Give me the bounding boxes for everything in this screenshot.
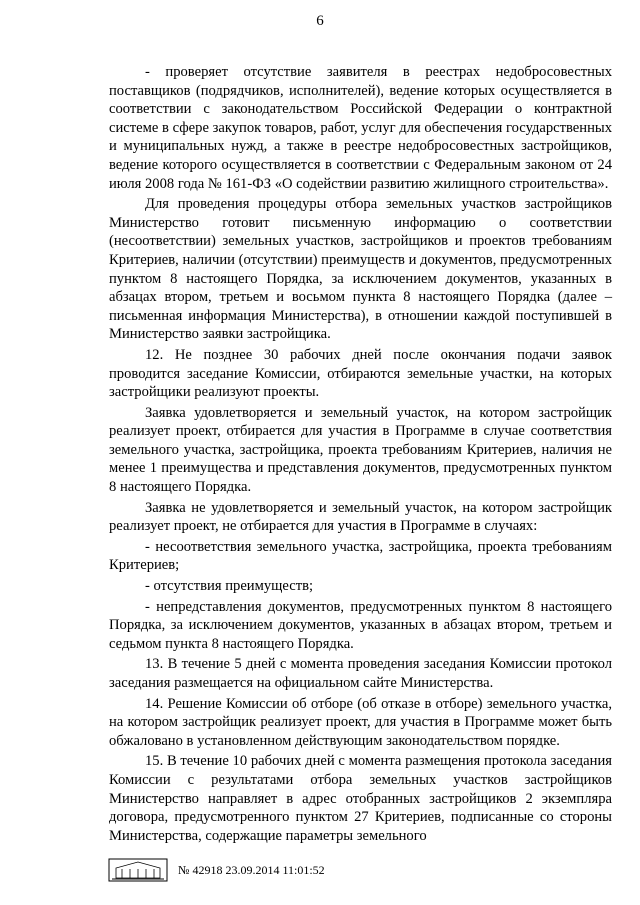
page-number: 6 bbox=[316, 13, 324, 29]
list-item: - несоответствия земельного участка, застройщика, проекта требованиям Критериев; bbox=[109, 538, 612, 574]
list-item: - отсутствия преимуществ; bbox=[145, 578, 314, 595]
document-body bbox=[109, 63, 612, 847]
paragraph: 13. В течение 5 дней с момента проведения заседания Комиссии протокол заседания размещается на официальном сайте Министерства. bbox=[109, 656, 612, 691]
government-building-seal-icon bbox=[108, 858, 168, 882]
paragraph: Заявка удовлетворяется и земельный участок, на котором застройщик реализует проект, отбирается для участия в Программе в случае соответствия земельного участка, застройщика, проекта требованиям Критериев, наличия не менее 1 преимущества и представления документов, предусмотренных пунктом 8 настоящего Порядка. bbox=[109, 404, 612, 496]
paragraph: - проверяет отсутствие заявителя в реестрах недобросовестных поставщиков (подрядчиков, исполнителей), ведение которых осуществляется в соответствии с законодательством Российской Федерации о контрактной системе в сфере закупок товаров, работ, услуг для обеспечения государственных и муниципальных нужд, а также в реестре недобросовестных застройщиков, ведение которого осуществляется в соответствии с Федеральным законом от 24 июля 2008 года № 161-ФЗ «О содействии развитию жилищного строительства». bbox=[109, 64, 612, 192]
list-item: - непредставления документов, предусмотренных пунктом 8 настоящего Порядка, за исключением документов, указанных в абзацах втором, третьем и седьмом пункта 8 настоящего Порядка. bbox=[109, 598, 612, 652]
paragraph: 12. Не позднее 30 рабочих дней после окончания подачи заявок проводится заседание Комиссии, отбираются земельные участки, на которых застройщики реализуют проекты. bbox=[109, 346, 612, 401]
registration-stamp: № 42918 23.09.2014 11:01:52 bbox=[178, 862, 325, 877]
paragraph: 14. Решение Комиссии об отборе (об отказе в отборе) земельного участка, на котором застройщик реализует проект, для участия в Программе может быть обжаловано в установленном действующим законодательством порядке. bbox=[109, 695, 612, 749]
registration-footer bbox=[108, 858, 528, 882]
paragraph: Заявка не удовлетворяется и земельный участок, на котором застройщик реализует проект, не отбирается для участия в Программе в случаях: bbox=[109, 499, 612, 535]
paragraph: Для проведения процедуры отбора земельных участков застройщиков Министерство готовит письменную информацию о соответствии (несоответствии) земельных участков, застройщиков и проектов требованиям Критериев, наличии (отсутствии) преимуществ и документов, предусмотренных пунктом 8 настоящего Порядка, за исключением документов, указанных в абзацах втором, третьем и восьмом пункта 8 настоящего Порядка (далее – письменная информация Министерства), в отношении каждой поступившей в Министерство заявки застройщика. bbox=[109, 196, 612, 343]
paragraph: 15. В течение 10 рабочих дней с момента размещения протокола заседания Комиссии с результатами отбора земельных участков застройщиков Министерство направляет в адрес отобранных застройщиков 2 экземпляра договора, предусмотренного пунктом 27 Критериев, подписанные со стороны Министерства, содержащие параметры земельного bbox=[109, 753, 612, 844]
